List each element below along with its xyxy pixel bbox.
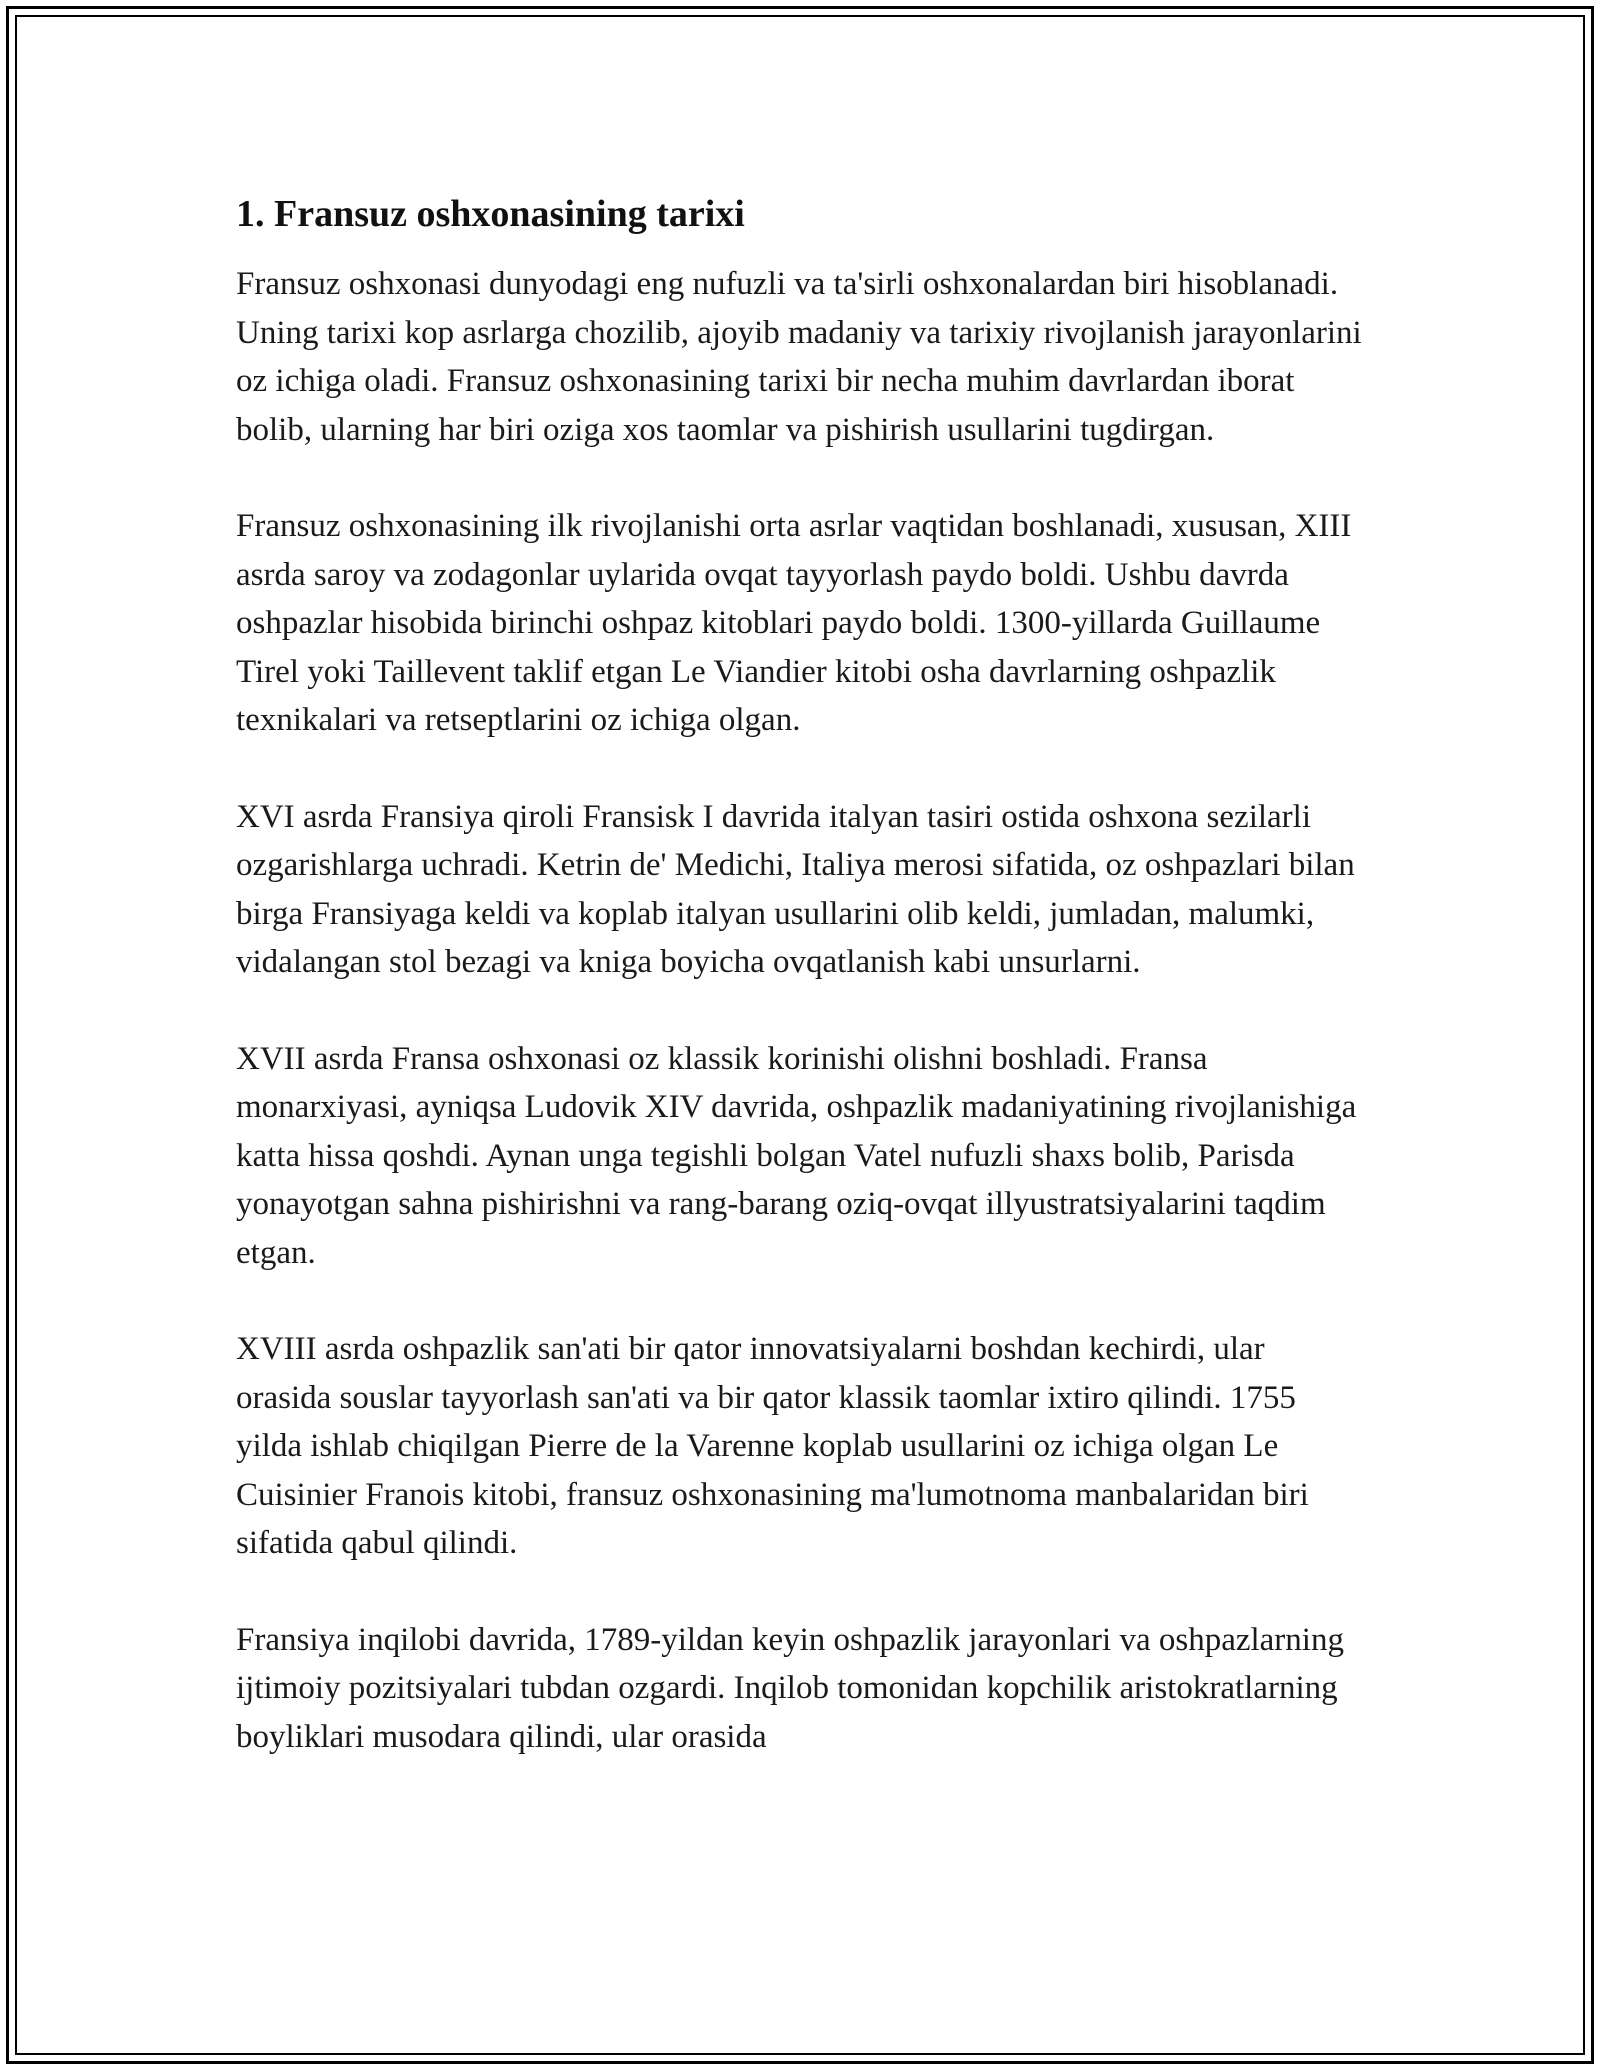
paragraph-5: XVIII asrda oshpazlik san'ati bir qator innovatsiyalarni boshdan kechirdi, ular orasida souslar tayyorlash san'ati va bir qator klassik taomlar ixtiro qilindi. 1755 yilda ishlab chiqilgan Pierre de la Varenne koplab usullarini oz ichiga olgan Le Cuisinier Franois kitobi, fransuz oshxonasining ma'lumotnoma manbalaridan biri sifatida qabul qilindi.: [236, 1331, 1309, 1561]
section-heading: 1. Fransuz oshxonasining tarixi: [236, 193, 745, 235]
paragraph-1: Fransuz oshxonasi dunyodagi eng nufuzli va ta'sirli oshxonalardan biri hisoblanadi. Uning tarixi kop asrlarga chozilib, ajoyib madaniy va tarixiy rivojlanish jarayonlarini oz ichiga oladi. Fransuz oshxonasining tarixi bir necha muhim davrlardan iborat bolib, ularning har biri oziga xos taomlar va pishirish usullarini tugdirgan.: [236, 266, 1362, 448]
document-body: [236, 186, 1366, 1761]
paragraph-6: Fransiya inqilobi davrida, 1789-yildan keyin oshpazlik jarayonlari va oshpazlarning ijtimoiy pozitsiyalari tubdan ozgardi. Inqilob tomonidan kopchilik aristokratlarning boyliklari musodara qilindi, ular orasida: [236, 1621, 1344, 1755]
paragraph-4: XVII asrda Fransa oshxonasi oz klassik korinishi olishni boshladi. Fransa monarxiyasi, ayniqsa Ludovik XIV davrida, oshpazlik madaniyatining rivojlanishiga katta hissa qoshdi. Aynan unga tegishli bolgan Vatel nufuzli shaxs bolib, Parisda yonayotgan sahna pishirishni va rang-barang oziq-ovqat illyustratsiyalarini taqdim etgan.: [236, 1040, 1357, 1271]
paragraph-3: XVI asrda Fransiya qiroli Fransisk I davrida italyan tasiri ostida oshxona sezilarli ozgarishlarga uchradi. Ketrin de' Medichi, Italiya merosi sifatida, oz oshpazlari bilan birga Fransiyaga keldi va koplab italyan usullarini olib keldi, jumladan, malumki, vidalangan stol bezagi va kniga boyicha ovqatlanish kabi unsurlarni.: [236, 798, 1355, 980]
paragraph-2: Fransuz oshxonasining ilk rivojlanishi orta asrlar vaqtidan boshlanadi, xususan, XIII asrda saroy va zodagonlar uylarida ovqat tayyorlash paydo boldi. Ushbu davrda oshpazlar hisobida birinchi oshpaz kitoblari paydo boldi. 1300-yillarda Guillaume Tirel yoki Taillevent taklif etgan Le Viandier kitobi osha davrlarning oshpazlik texnikalari va retseptlarini oz ichiga olgan.: [236, 508, 1352, 738]
